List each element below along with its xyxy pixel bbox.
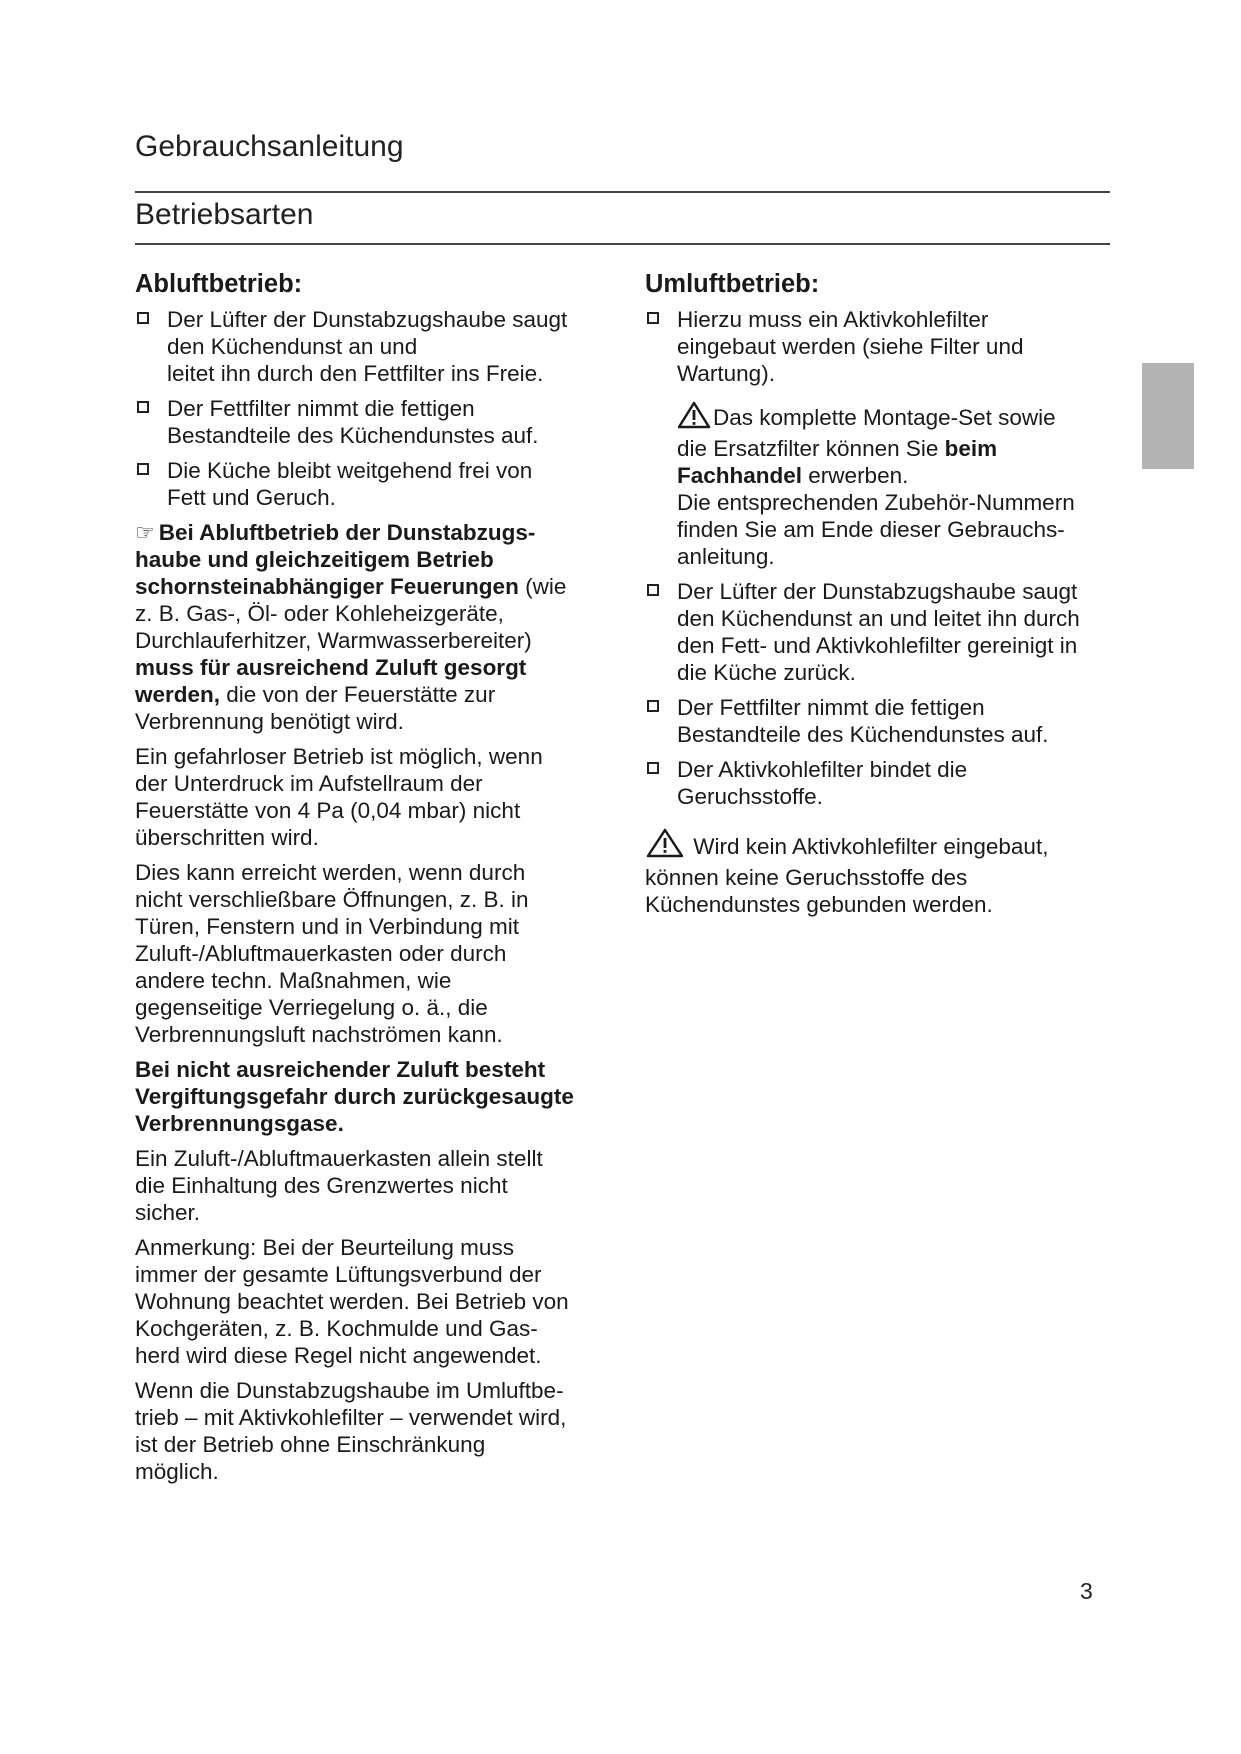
- umluft-heading: Umluftbetrieb:: [645, 270, 820, 298]
- list-item: Der Aktivkohlefilter bindet die Geruchsstoffe.: [645, 756, 1110, 810]
- paragraph-umluft-hinweis: Wenn die Dunstabzugshaube im Umluftbe- trieb – mit Aktivkohlefilter – verwendet wird, ist der Betrieb ohne Einschränkung möglich.: [135, 1378, 567, 1484]
- section-title: Betriebsarten: [135, 198, 314, 231]
- section-rule: [135, 243, 1110, 245]
- pointing-hand-icon: ☞: [135, 520, 155, 545]
- list-item: Der Fettfilter nimmt die fettigen Bestandteile des Küchendunstes auf.: [135, 395, 595, 449]
- list-item: Der Lüfter der Dunstabzugshaube saugt den Küchendunst an und leitet ihn durch den Fett- und Aktivkohlefilter gereinigt in die Küche zurück.: [645, 578, 1110, 686]
- warning-triangle-icon: [645, 828, 685, 864]
- checkbox-bullet-icon: [647, 762, 659, 774]
- page-number: 3: [1080, 1578, 1093, 1604]
- list-item: Die Küche bleibt weitgehend frei von Fett und Geruch.: [135, 457, 595, 511]
- paragraph-mauerkasten: Ein Zuluft-/Abluftmauerkasten allein stellt die Einhaltung des Grenzwertes nicht sicher.: [135, 1146, 543, 1225]
- checkbox-bullet-icon: [137, 463, 149, 475]
- header-rule: [135, 191, 1110, 193]
- checkbox-bullet-icon: [647, 584, 659, 596]
- warning-triangle-icon: [677, 401, 711, 435]
- list-item: Der Fettfilter nimmt die fettigen Bestandteile des Küchendunstes auf.: [645, 694, 1110, 748]
- abluft-heading: Abluftbetrieb:: [135, 270, 303, 298]
- left-column: [135, 268, 595, 1493]
- page-header-title: Gebrauchsanleitung: [135, 130, 404, 163]
- checkbox-bullet-icon: [647, 700, 659, 712]
- checkbox-bullet-icon: [137, 401, 149, 413]
- abluft-safety-note: ☞ Bei Abluftbetrieb der Dunstabzugs- haube und gleichzeitigem Betrieb schornsteinabhängiger Feuerungen (wie z. B. Gas-, Öl- oder Kohleheizgeräte, Durchlauferhitzer, Warmwasserbereiter) muss für ausreichend Zuluft gesorgt werden, die von der Feuerstätte zur Verbrennung benötigt wird.: [135, 520, 567, 734]
- right-column: [645, 268, 1110, 926]
- list-item: Hierzu muss ein Aktivkohlefilter eingebaut werden (siehe Filter und Wartung).: [645, 306, 1110, 387]
- paragraph-oeffnungen: Dies kann erreicht werden, wenn durch nicht verschließbare Öffnungen, z. B. in Türen, Fenstern und in Verbindung mit Zuluft-/Abluftmauerkasten oder durch andere techn. Maßnahmen, wie gegenseitige Verriegelung o. ä., die Verbrennungsluft nachströmen kann.: [135, 860, 529, 1047]
- checkbox-bullet-icon: [137, 312, 149, 324]
- aktivkohle-warning: Wird kein Aktivkohlefilter eingebaut, können keine Geruchsstoffe des Küchendunstes gebunden werden.: [645, 828, 1110, 918]
- warning-vergiftungsgefahr: Bei nicht ausreichender Zuluft besteht Vergiftungsgefahr durch zurückgesaugte Verbrennungsgase.: [135, 1057, 574, 1136]
- montage-set-notice: Das komplette Montage-Set sowie die Ersatzfilter können Sie beim Fachhandel erwerben. Die entsprechenden Zubehör-Nummern finden Sie am Ende dieser Gebrauchs- anleitung.: [677, 401, 1110, 570]
- paragraph-anmerkung: Anmerkung: Bei der Beurteilung muss immer der gesamte Lüftungsverbund der Wohnung beachtet werden. Bei Betrieb von Kochgeräten, z. B. Kochmulde und Gas- herd wird diese Regel nicht angewendet.: [135, 1235, 569, 1368]
- list-item: Der Lüfter der Dunstabzugshaube saugt den Küchendunst an und leitet ihn durch den Fettfilter ins Freie.: [135, 306, 595, 387]
- side-tab-marker: [1142, 363, 1194, 469]
- paragraph-unterdruck: Ein gefahrloser Betrieb ist möglich, wenn der Unterdruck im Aufstellraum der Feuerstätte von 4 Pa (0,04 mbar) nicht überschritten wird.: [135, 744, 543, 850]
- checkbox-bullet-icon: [647, 312, 659, 324]
